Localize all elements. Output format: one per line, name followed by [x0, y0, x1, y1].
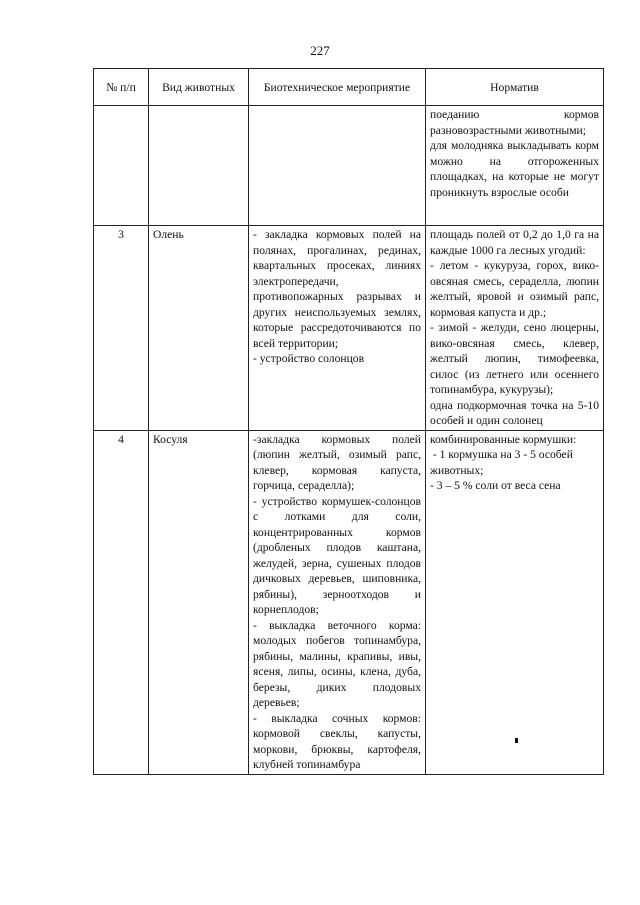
- header-norm: Норматив: [426, 69, 604, 106]
- cell-measure-continuation: [249, 106, 426, 226]
- page-number: 227: [310, 43, 330, 58]
- cell-animal: Олень: [149, 226, 249, 431]
- cell-animal-continuation: [149, 106, 249, 226]
- norm-item: комбинированные кормушки:: [430, 432, 577, 446]
- scan-mark: [515, 738, 518, 743]
- cell-norm: [426, 430, 604, 774]
- table-header-row: [94, 69, 604, 106]
- table-row-deer: [94, 226, 604, 431]
- norm-item: - летом - кукуруза, горох, вико-овсяная смесь, сераделла, люпин желтый, яровой и озимый рапс, кормовая капуста и др.;: [430, 259, 599, 319]
- norm-item: - 1 кормушка на 3 - 5 особей животных;: [430, 448, 576, 477]
- cell-num: 3: [94, 226, 149, 431]
- cell-measure: [249, 226, 426, 431]
- cell-norm: [426, 226, 604, 431]
- measure-item: - выкладка сочных кормов: кормовой свеклы, капусты, моркови, брюквы, картофеля, клубней топинамбура: [253, 711, 421, 771]
- biotechnical-measures-table: [93, 68, 604, 775]
- norm-item: одна подкормочная точка на 5-10 особей и один солонец: [430, 398, 599, 427]
- table-row-continuation: [94, 106, 604, 226]
- cell-measure: [249, 430, 426, 774]
- cell-num: 4: [94, 430, 149, 774]
- cell-animal: Косуля: [149, 430, 249, 774]
- measure-item: -закладка кормовых полей (люпин желтый, озимый рапс, клевер, кормовая капуста, горчица, сераделла);: [253, 432, 421, 492]
- measure-item: - выкладка веточного корма: молодых побегов топинамбура, рябины, малины, крапивы, ивы, ясеня, липы, осины, клена, дуба, березы, диких плодовых деревьев;: [253, 618, 421, 709]
- norm-item: - зимой - желуди, сено люцерны, вико-овсяная смесь, клевер, желтый люпин, тимофеевка, силос (из летнего или осеннего топинамбура, кукурузы);: [430, 321, 599, 396]
- table-row-roe-deer: [94, 430, 604, 774]
- measure-item: - закладка кормовых полей на полянах, прогалинах, рединах, квартальных просеках, линиях электропередачи, противопожарных разрывах и других неиспользуемых землях, которые рассредоточиваются по всей территории;: [253, 228, 421, 350]
- norm-item: поеданию кормов разновозрастными животными;: [430, 108, 599, 137]
- measure-item: - устройство кормушек-солонцов с лотками для соли, концентрированных кормов (дробленых плодов каштана, желудей, зерна, сушеных плодов дичковых деревьев, шиповника, рябины), зерноотходов и корнеплодов;: [253, 494, 421, 616]
- norm-item: площадь полей от 0,2 до 1,0 га на каждые 1000 га лесных угодий:: [430, 228, 599, 257]
- header-animal: Вид животных: [149, 69, 249, 106]
- norm-item: для молодняка выкладывать корм можно на отгороженных площадках, на которые не могут проникнуть взрослые особи: [430, 139, 599, 199]
- cell-num-continuation: [94, 106, 149, 226]
- norm-item: - 3 – 5 % соли от веса сена: [430, 479, 561, 492]
- cell-norm-continuation: [426, 106, 604, 226]
- header-num: № п/п: [94, 69, 149, 106]
- measure-item: - устройство солонцов: [253, 352, 365, 365]
- header-measure: Биотехническое мероприятие: [249, 69, 426, 106]
